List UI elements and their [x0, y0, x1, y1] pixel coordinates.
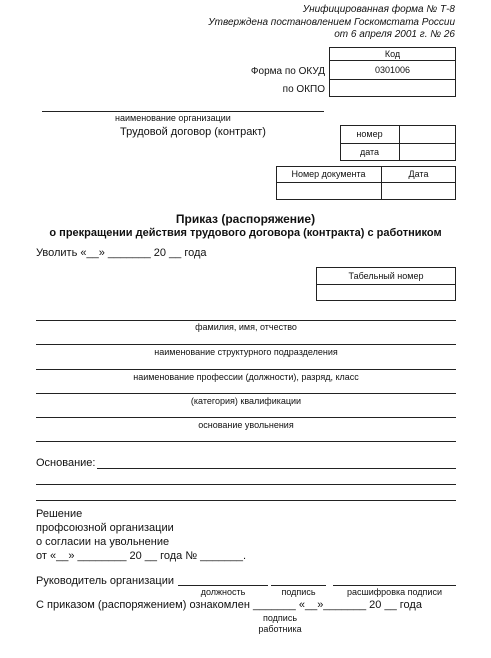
- organization-caption: наименование организации: [115, 113, 231, 123]
- head-label: Руководитель организации: [36, 575, 175, 587]
- head-decode-line[interactable]: [333, 585, 456, 586]
- employee-sign-caption-1: подпись: [262, 613, 298, 623]
- code-header-cell: [329, 47, 456, 61]
- contract-date-label: дата: [359, 147, 380, 157]
- code-header: Код: [384, 49, 401, 59]
- contract-date-field[interactable]: [400, 144, 455, 160]
- okpo-value: [330, 80, 455, 96]
- tab-number-label: Табельный номер: [348, 270, 424, 281]
- document-date-header: Дата: [408, 169, 429, 179]
- union-line3: о согласии на увольнение: [36, 536, 170, 548]
- reason-extra-line[interactable]: [36, 441, 456, 442]
- category-line[interactable]: [36, 393, 456, 394]
- fio-caption: фамилия, имя, отчество: [195, 322, 297, 332]
- order-subtitle: о прекращении действия трудового договора (контракта) с работником: [49, 227, 442, 239]
- category-caption: (категория) квалификации: [190, 396, 302, 406]
- head-signature-line[interactable]: [271, 585, 326, 586]
- approval-text: Утверждена постановлением Госкомстата России: [208, 17, 455, 28]
- position-caption: должность: [200, 587, 246, 597]
- signature-caption: подпись: [281, 587, 316, 597]
- profession-caption: наименование профессии (должности), разряд, класс: [133, 372, 359, 382]
- union-line2: профсоюзной организации: [36, 522, 174, 534]
- okud-label: Форма по ОКУД: [250, 66, 325, 77]
- head-position-line[interactable]: [178, 585, 268, 586]
- order-title: Приказ (распоряжение): [175, 212, 316, 226]
- document-date-field[interactable]: [382, 183, 455, 199]
- department-caption: наименование структурного подразделения: [154, 347, 338, 357]
- union-date-number[interactable]: от «__» ________ 20 __ года № _______.: [36, 550, 247, 562]
- basis-label: Основание:: [36, 457, 96, 469]
- contract-number-field[interactable]: [400, 126, 455, 142]
- department-line[interactable]: [36, 344, 456, 345]
- document-number-header: Номер документа: [291, 169, 366, 179]
- reason-line[interactable]: [36, 417, 456, 418]
- acquainted-text[interactable]: С приказом (распоряжением) ознакомлен _______ «__»_______ 20 __ года: [36, 599, 422, 611]
- document-number-field[interactable]: [277, 183, 380, 199]
- okpo-value-cell[interactable]: [329, 79, 456, 97]
- profession-line[interactable]: [36, 369, 456, 370]
- employee-sign-caption-2: работника: [258, 624, 302, 634]
- union-line1: Решение: [36, 508, 83, 520]
- approval-date: от 6 апреля 2001 г. № 26: [334, 29, 455, 40]
- basis-line-3[interactable]: [36, 500, 456, 501]
- tab-number-field[interactable]: [317, 285, 455, 300]
- reason-caption: основание увольнения: [198, 420, 294, 430]
- decode-caption: расшифровка подписи: [347, 587, 442, 597]
- basis-line-2[interactable]: [36, 484, 456, 485]
- okud-value-cell[interactable]: [329, 60, 456, 80]
- okud-value: 0301006: [374, 65, 411, 75]
- form-number: Унифицированная форма № Т-8: [302, 4, 455, 15]
- dismiss-date-text[interactable]: Уволить «__» _______ 20 __ года: [36, 247, 207, 259]
- organization-line[interactable]: [42, 111, 324, 112]
- contract-number-label: номер: [356, 129, 383, 139]
- contract-label: Трудовой договор (контракт): [120, 126, 266, 138]
- basis-line-1[interactable]: [97, 468, 456, 469]
- fio-line[interactable]: [36, 320, 456, 321]
- okpo-label: по ОКПО: [282, 84, 325, 95]
